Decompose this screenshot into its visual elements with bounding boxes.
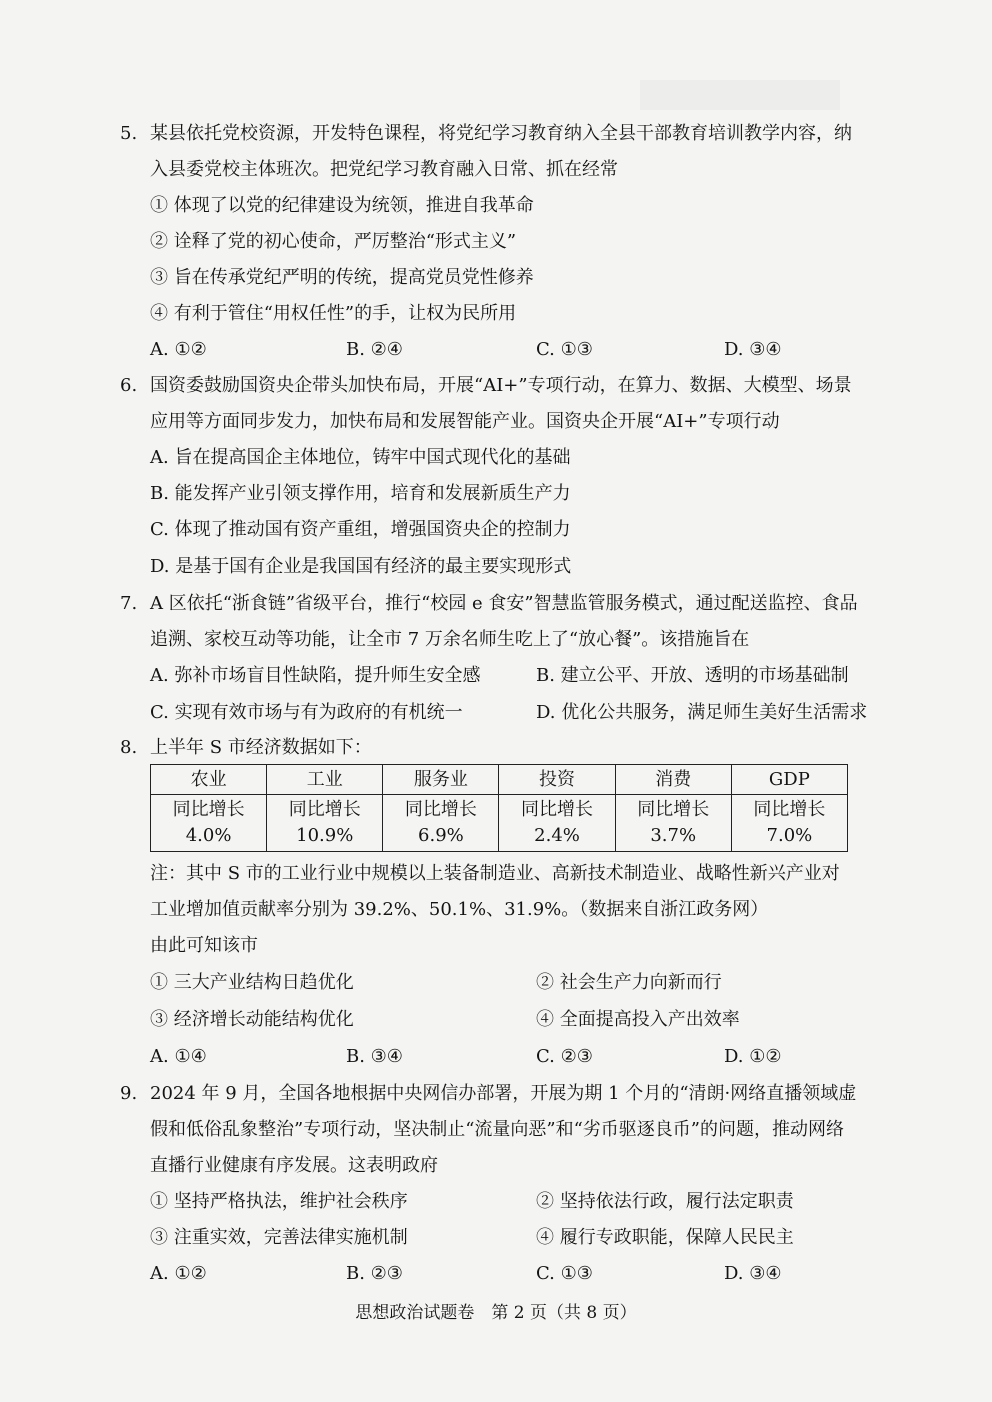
q7-stem-line2: 追溯、家校互动等功能，让全市 7 万余名师生吃上了“放心餐”。该措施旨在 [150, 629, 750, 650]
q7-option-d: D. 优化公共服务，满足师生美好生活需求 [536, 702, 868, 723]
header-services: 服务业 [383, 765, 499, 795]
q9-stem-line3: 直播行业健康有序发展。这表明政府 [150, 1155, 438, 1176]
q7-option-a: A. 弥补市场盲目性缺陷，提升师生安全感 [150, 665, 481, 686]
cell-gdp: 同比增长 7.0% [731, 795, 847, 852]
q8-option-c: C. ②③ [536, 1046, 593, 1067]
q9-item-1: ① 坚持严格执法，维护社会秩序 [150, 1191, 408, 1212]
q9-stem-line1: 9. 2024 年 9 月，全国各地根据中央网信办部署，开展为期 1 个月的“清朗·网络直播领域虚 [120, 1083, 857, 1104]
q5-item-3: ③ 旨在传承党纪严明的传统，提高党员党性修养 [150, 267, 534, 288]
q8-note-line2: 工业增加值贡献率分别为 39.2%、50.1%、31.9%。（数据来自浙江政务网） [150, 899, 769, 920]
q8-item-3: ③ 经济增长动能结构优化 [150, 1009, 354, 1030]
q8-note-line1: 注：其中 S 市的工业行业中规模以上装备制造业、高新技术制造业、战略性新兴产业对 [150, 863, 840, 884]
economic-data-table [150, 764, 848, 852]
q7-option-c: C. 实现有效市场与有为政府的有机统一 [150, 702, 463, 723]
cell-consumption: 同比增长 3.7% [615, 795, 731, 852]
header-industry: 工业 [267, 765, 383, 795]
q8-item-4: ④ 全面提高投入产出效率 [536, 1009, 740, 1030]
q5-stem-line1: 5. 某县依托党校资源，开发特色课程，将党纪学习教育纳入全县干部教育培训教学内容，纳 [120, 123, 852, 144]
q5-stem-line2: 入县委党校主体班次。把党纪学习教育融入日常、抓在经常 [150, 159, 618, 180]
q5-item-1: ① 体现了以党的纪律建设为统领，推进自我革命 [150, 195, 534, 216]
q8-lead: 由此可知该市 [150, 935, 258, 956]
scan-shade [640, 80, 840, 110]
q9-option-d: D. ③④ [724, 1263, 782, 1284]
cell-agriculture: 同比增长 4.0% [151, 795, 267, 852]
q9-item-2: ② 坚持依法行政，履行法定职责 [536, 1191, 794, 1212]
q8-option-d: D. ①② [724, 1046, 782, 1067]
q6-stem-line2: 应用等方面同步发力，加快布局和发展智能产业。国资央企开展“AI+”专项行动 [150, 411, 780, 432]
cell-industry: 同比增长 10.9% [267, 795, 383, 852]
q6-option-b: B. 能发挥产业引领支撑作用，培育和发展新质生产力 [150, 483, 571, 504]
q9-stem-line2: 假和低俗乱象整治”专项行动，坚决制止“流量向恶”和“劣币驱逐良币”的问题，推动网络 [150, 1119, 845, 1140]
q8-option-a: A. ①④ [150, 1046, 207, 1067]
q5-option-b: B. ②④ [346, 339, 403, 360]
q9-item-4: ④ 履行专政职能，保障人民民主 [536, 1227, 794, 1248]
header-investment: 投资 [499, 765, 615, 795]
q5-option-d: D. ③④ [724, 339, 782, 360]
q5-item-4: ④ 有利于管住“用权任性”的手，让权为民所用 [150, 303, 517, 324]
q5-option-a: A. ①② [150, 339, 207, 360]
cell-services: 同比增长 6.9% [383, 795, 499, 852]
q5-number: 5. [120, 123, 138, 144]
header-gdp: GDP [731, 765, 847, 795]
q7-number: 7. [120, 593, 138, 614]
q5-item-2: ② 诠释了党的初心使命，严厉整治“形式主义” [150, 231, 517, 252]
cell-investment: 同比增长 2.4% [499, 795, 615, 852]
q8-number: 8. [120, 737, 138, 758]
table-header-row [151, 765, 848, 795]
q6-option-d: D. 是基于国有企业是我国国有经济的最主要实现形式 [150, 556, 572, 577]
q9-item-3: ③ 注重实效，完善法律实施机制 [150, 1227, 408, 1248]
q5-option-c: C. ①③ [536, 339, 593, 360]
q8-stem: 8. 上半年 S 市经济数据如下： [120, 737, 372, 758]
q8-item-1: ① 三大产业结构日趋优化 [150, 972, 354, 993]
header-agriculture: 农业 [151, 765, 267, 795]
q6-stem-line1: 6. 国资委鼓励国资央企带头加快布局，开展“AI+”专项行动，在算力、数据、大模型、场景 [120, 375, 852, 396]
q6-option-a: A. 旨在提高国企主体地位，铸牢中国式现代化的基础 [150, 447, 571, 468]
q8-item-2: ② 社会生产力向新而行 [536, 972, 722, 993]
header-consumption: 消费 [615, 765, 731, 795]
table-row [151, 795, 848, 852]
page-footer: 思想政治试题卷 第 2 页（共 8 页） [355, 1303, 637, 1323]
q9-number: 9. [120, 1083, 138, 1104]
q7-stem-line1: 7. A 区依托“浙食链”省级平台，推行“校园 e 食安”智慧监管服务模式，通过配送监控、食品 [120, 593, 858, 614]
q9-option-b: B. ②③ [346, 1263, 403, 1284]
q9-option-c: C. ①③ [536, 1263, 593, 1284]
q8-option-b: B. ③④ [346, 1046, 403, 1067]
q7-option-b: B. 建立公平、开放、透明的市场基础制 [536, 665, 849, 686]
q6-number: 6. [120, 375, 138, 396]
q6-option-c: C. 体现了推动国有资产重组，增强国资央企的控制力 [150, 519, 571, 540]
q9-option-a: A. ①② [150, 1263, 207, 1284]
